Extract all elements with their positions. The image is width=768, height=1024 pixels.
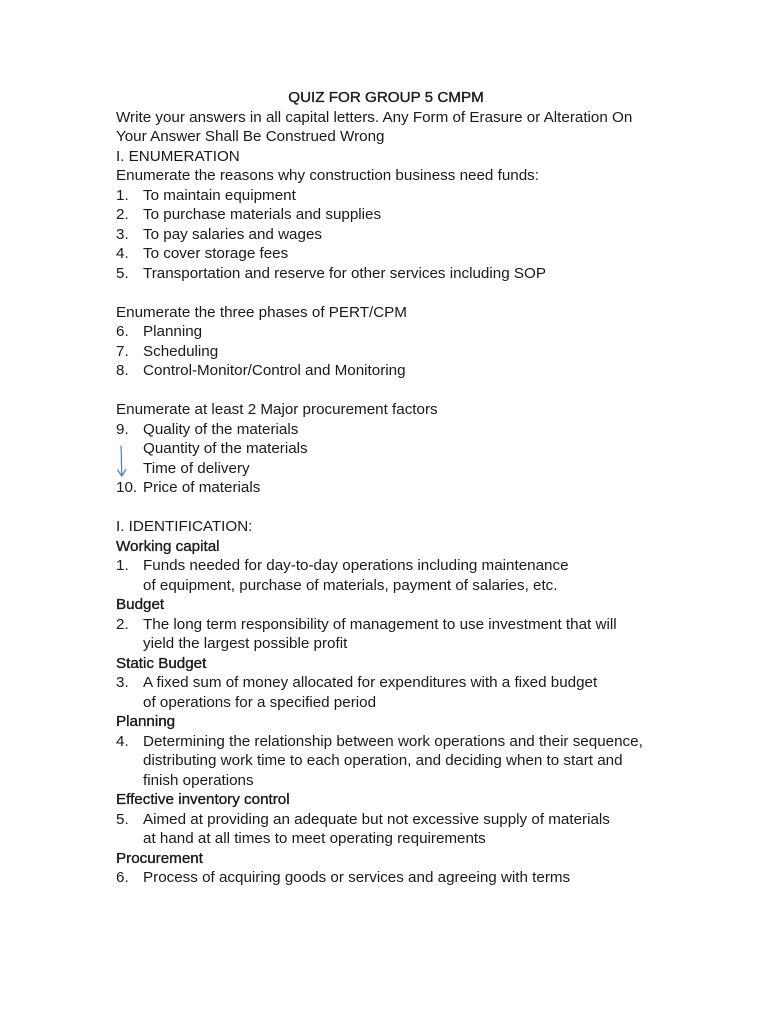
- item-number: 5.: [116, 810, 129, 828]
- list-item: [116, 673, 656, 712]
- item-text: Transportation and reserve for other services including SOP: [143, 264, 546, 282]
- section-enumeration-heading: I. ENUMERATION: [116, 147, 240, 165]
- item-number: 2.: [116, 206, 129, 223]
- item-number: 1.: [116, 186, 129, 204]
- item-number: [116, 439, 143, 459]
- item-number: 6.: [116, 869, 129, 886]
- item-text: Quantity of the materials: [143, 440, 308, 457]
- item-number: 8.: [116, 362, 129, 379]
- item-text: Quality of the materials: [143, 420, 299, 438]
- enumeration-list: [116, 420, 656, 498]
- list-item: [116, 225, 656, 245]
- item-text: To cover storage fees: [143, 245, 289, 262]
- item-number: 4.: [116, 245, 129, 262]
- answer-term: Budget: [116, 596, 165, 613]
- enumeration-list: [116, 322, 656, 381]
- list-item: [116, 868, 656, 888]
- item-number: 2.: [116, 615, 129, 633]
- spacer: [116, 283, 656, 303]
- item-number: 4.: [116, 732, 129, 750]
- list-item: [116, 459, 656, 479]
- instructions-text: Write your answers in all capital letters. Any Form of Erasure or Alteration On Your Answer Shall Be Construed Wrong: [116, 108, 633, 145]
- enumeration-group: [116, 166, 656, 283]
- list-item: [116, 361, 656, 381]
- identification-item: [116, 556, 656, 595]
- item-number: 7.: [116, 342, 129, 360]
- enumeration-group: [116, 400, 656, 498]
- list-item: [116, 439, 656, 459]
- identification-list: [116, 537, 656, 888]
- list-item: [116, 186, 656, 206]
- list-item: [116, 810, 656, 849]
- section-identification-heading: I. IDENTIFICATION:: [116, 518, 253, 535]
- item-text: Process of acquiring goods or services and agreeing with terms: [143, 869, 571, 886]
- item-text: To maintain equipment: [143, 186, 296, 204]
- list-item: [116, 342, 656, 362]
- item-number: 3.: [116, 225, 129, 243]
- item-text: Time of delivery: [143, 459, 250, 477]
- list-item: [116, 322, 656, 342]
- item-text: Determining the relationship between work operations and their sequence, distributing work time to each operation, and deciding when to start and finish operations: [143, 732, 643, 789]
- identification-item: [116, 868, 656, 888]
- spacer: [116, 381, 656, 401]
- list-item: [116, 478, 656, 498]
- item-text: Scheduling: [143, 342, 219, 360]
- item-text: Price of materials: [143, 479, 261, 496]
- item-text: Control-Monitor/Control and Monitoring: [143, 362, 406, 379]
- enumeration-prompt: Enumerate at least 2 Major procurement factors: [116, 401, 438, 418]
- list-item: [116, 615, 656, 654]
- item-text: Funds needed for day-to-day operations including maintenance of equipment, purchase of materials, payment of salaries, etc.: [143, 557, 569, 594]
- item-number: 3.: [116, 674, 129, 691]
- item-text: Aimed at providing an adequate but not excessive supply of materials at hand at all times to meet operating requirements: [143, 810, 610, 847]
- item-text: Planning: [143, 323, 203, 340]
- list-item: [116, 420, 656, 440]
- answer-term: Working capital: [116, 537, 220, 555]
- item-number: 6.: [116, 323, 129, 340]
- item-text: A fixed sum of money allocated for expenditures with a fixed budget of operations for a specified period: [143, 674, 598, 711]
- list-item: [116, 205, 656, 225]
- quiz-document: [116, 88, 656, 888]
- enumeration-list: [116, 186, 656, 284]
- answer-term: Effective inventory control: [116, 791, 290, 808]
- answer-term: Planning: [116, 713, 176, 730]
- item-number: 5.: [116, 264, 129, 282]
- item-text: To purchase materials and supplies: [143, 206, 382, 223]
- enumeration-prompt: Enumerate the reasons why construction business need funds:: [116, 167, 539, 184]
- list-item: [116, 556, 656, 595]
- enumeration-prompt: Enumerate the three phases of PERT/CPM: [116, 303, 407, 321]
- item-number: 10.: [116, 479, 138, 496]
- identification-item: [116, 615, 656, 654]
- item-number: 9.: [116, 420, 129, 438]
- list-item: [116, 732, 656, 791]
- document-title: QUIZ FOR GROUP 5 CMPM: [288, 89, 484, 106]
- item-number: [116, 459, 143, 479]
- list-item: [116, 244, 656, 264]
- identification-item: [116, 732, 656, 791]
- list-item: [116, 264, 656, 284]
- item-text: To pay salaries and wages: [143, 225, 322, 243]
- item-text: The long term responsibility of management to use investment that will yield the largest possible profit: [143, 615, 617, 652]
- spacer: [116, 498, 656, 518]
- identification-item: [116, 673, 656, 712]
- answer-term: Static Budget: [116, 654, 207, 672]
- enumeration-group: [116, 303, 656, 381]
- item-number: 1.: [116, 557, 129, 574]
- answer-term: Procurement: [116, 849, 203, 867]
- identification-item: [116, 810, 656, 849]
